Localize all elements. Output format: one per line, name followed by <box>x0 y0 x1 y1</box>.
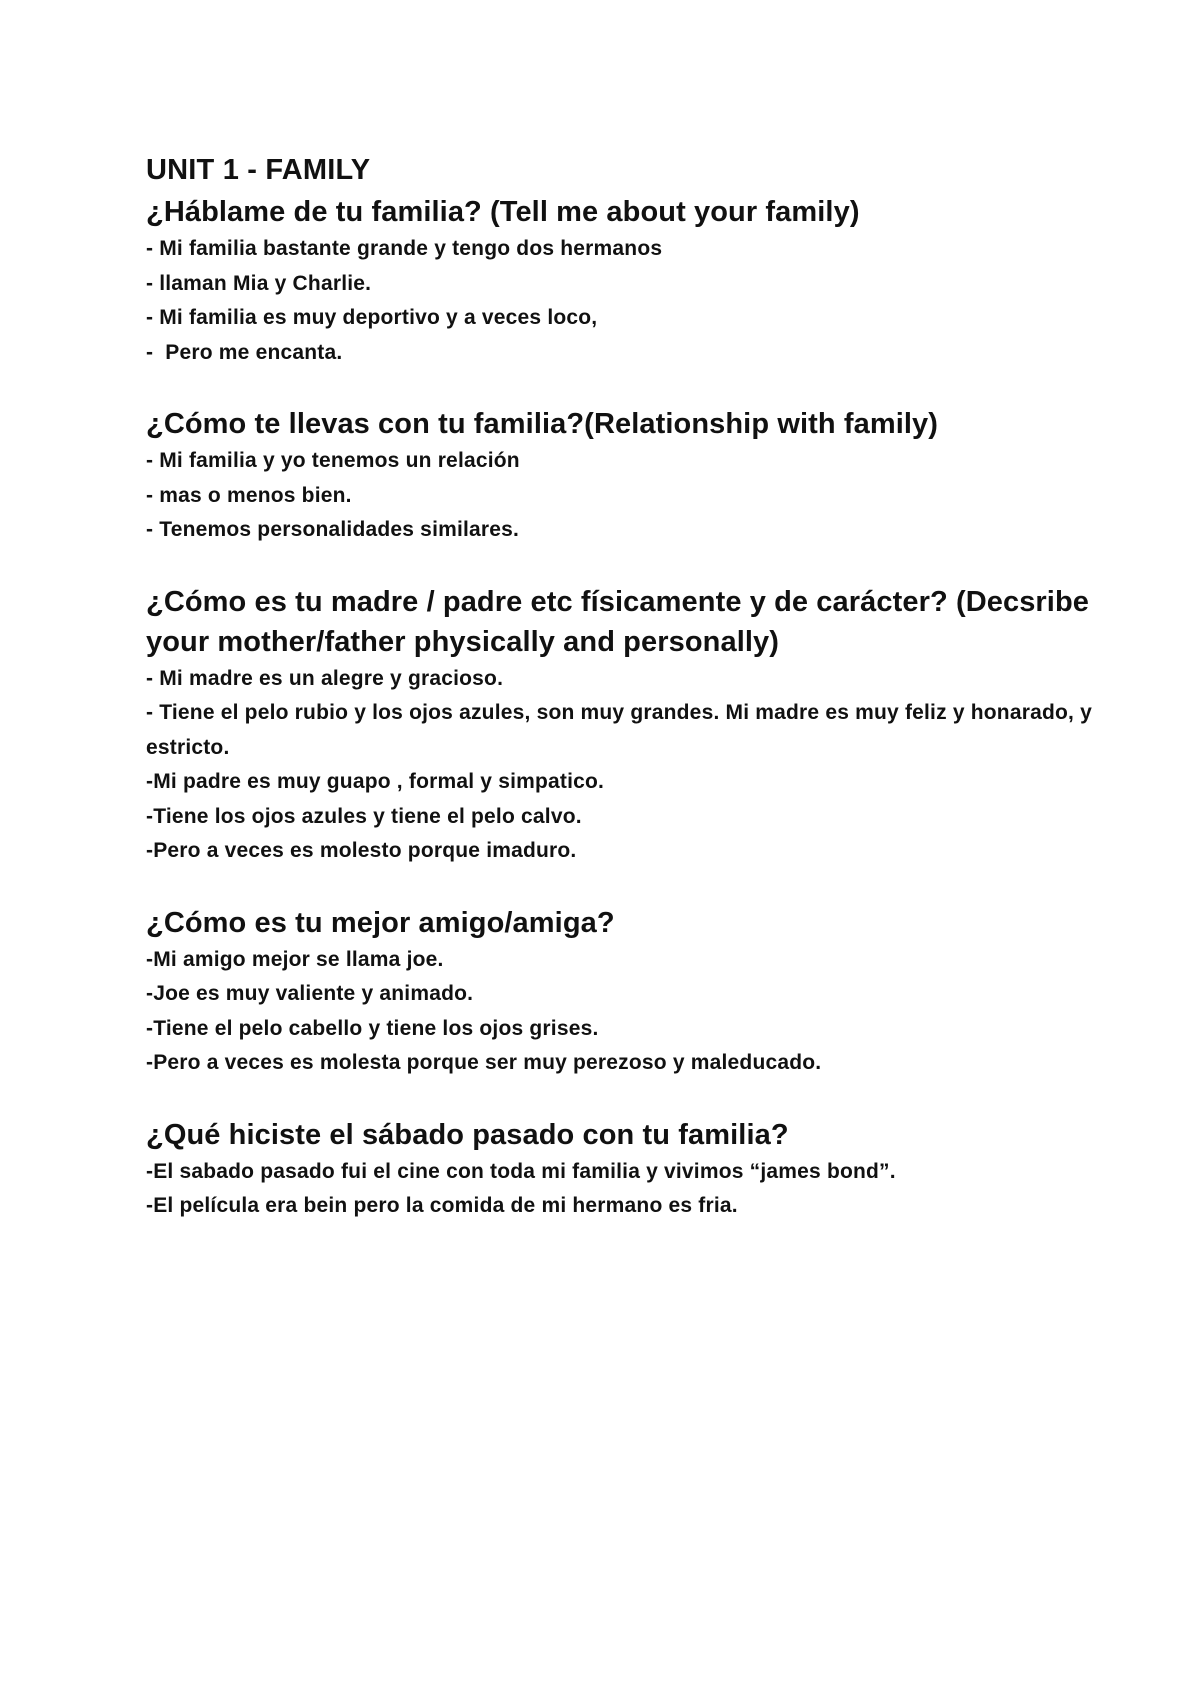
section-relationship-with-family <box>146 404 1146 548</box>
answer-line: - Tiene el pelo rubio y los ojos azules, son muy grandes. Mi madre es muy feliz y honarado, y estricto. <box>146 701 1098 759</box>
section-question: ¿Cómo es tu mejor amigo/amiga? <box>146 906 615 939</box>
section-describe-parents <box>146 582 1146 869</box>
answer-line: -El película era bein pero la comida de mi hermano es fria. <box>146 1194 738 1217</box>
answer-line: - Pero me encanta. <box>146 340 343 364</box>
document-content <box>146 150 1146 1224</box>
answer-list <box>146 232 1146 370</box>
answer-line: -El sabado pasado fui el cine con toda mi familia y vivimos “james bond”. <box>146 1159 896 1183</box>
answer-line: - Mi familia es muy deportivo y a veces loco, <box>146 306 598 329</box>
answer-line: - Tenemos personalidades similares. <box>146 518 520 541</box>
answer-line: -Pero a veces es molesto porque imaduro. <box>146 839 577 862</box>
section-best-friend <box>146 903 1146 1081</box>
unit-title: UNIT 1 - FAMILY <box>146 154 371 186</box>
section-question: ¿Háblame de tu familia? (Tell me about your family) <box>146 196 860 228</box>
section-question: ¿Qué hiciste el sábado pasado con tu familia? <box>146 1118 789 1151</box>
answer-line: -Joe es muy valiente y animado. <box>146 982 474 1005</box>
answer-line: - Mi familia y yo tenemos un relación <box>146 449 520 472</box>
answer-line: - llaman Mia y Charlie. <box>146 271 372 295</box>
answer-list <box>146 444 1146 548</box>
answer-line: -Pero a veces es molesta porque ser muy perezoso y maleducado. <box>146 1051 822 1074</box>
section-question: ¿Cómo te llevas con tu familia?(Relationship with family) <box>146 408 939 440</box>
answer-line: - Mi familia bastante grande y tengo dos hermanos <box>146 237 663 260</box>
answer-line: - mas o menos bien. <box>146 483 352 507</box>
answer-line: -Mi amigo mejor se llama joe. <box>146 947 444 971</box>
answer-list <box>146 662 1146 869</box>
answer-line: - Mi madre es un alegre y gracioso. <box>146 666 504 690</box>
section-tell-me-about-family <box>146 192 1146 370</box>
answer-line: -Tiene el pelo cabello y tiene los ojos grises. <box>146 1016 599 1040</box>
answer-list <box>146 1155 1146 1224</box>
answer-line: -Mi padre es muy guapo , formal y simpatico. <box>146 770 605 793</box>
answer-line: -Tiene los ojos azules y tiene el pelo calvo. <box>146 804 582 828</box>
section-question: ¿Cómo es tu madre / padre etc físicamente y de carácter? (Decsribe your mother/father physically and personally) <box>146 585 1090 658</box>
section-last-saturday <box>146 1115 1146 1224</box>
answer-list <box>146 943 1146 1081</box>
